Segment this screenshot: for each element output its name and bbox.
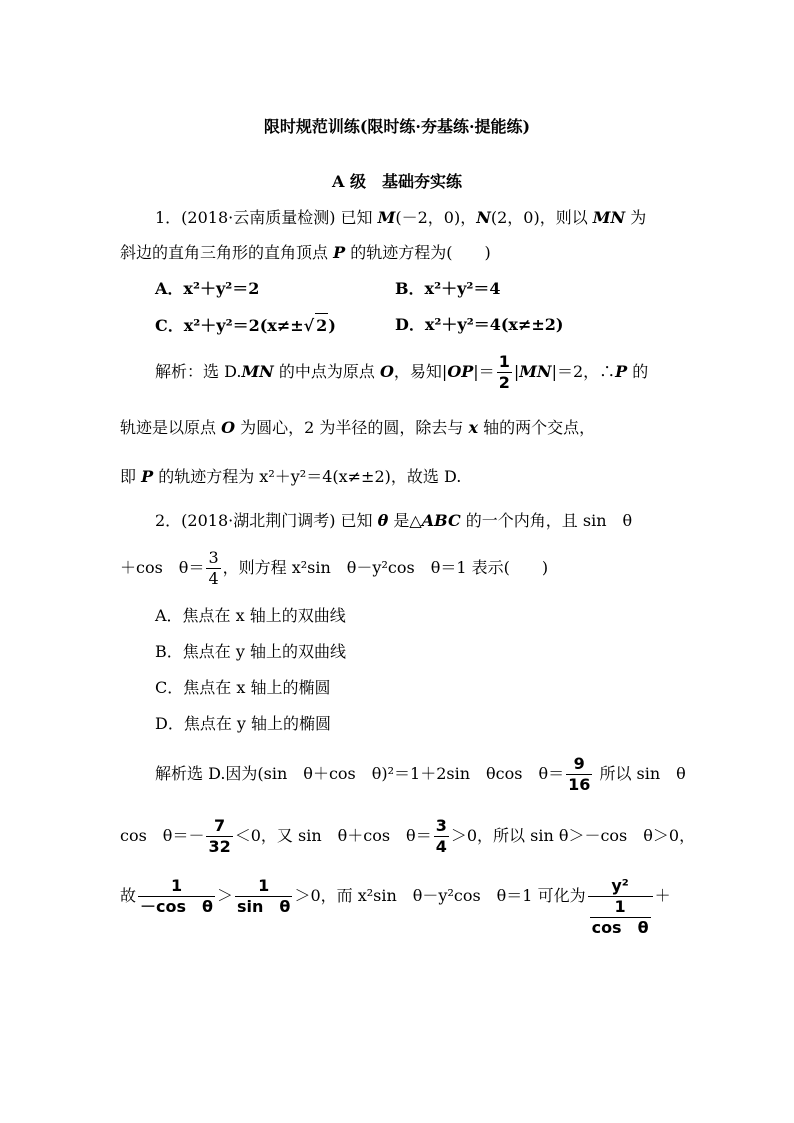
fraction: $\frac{1}{\text{cos θ}}$ [591,897,649,937]
q2-option-a: A．焦点在 x 轴上的双曲线 [155,606,346,625]
q1-option-b: B．x²＋y²＝4 [395,279,501,298]
q1-option-d: D．x²＋y²＝4(x≠±2) [395,315,564,334]
q2-option-d: D．焦点在 y 轴上的椭圆 [155,714,332,733]
page-title: 限时规范训练(限时练·夯基练·提能练) [263,117,531,136]
q2-solution-line3: 故 $\frac{1}{\text{－cos θ}}$ ＞ $\frac{1}{\text{sin θ}}$ ＞0，而 x²sin θ－y²cos θ＝1 可化为 $\frac{\text{y²}}{\frac{1}{\text{cos θ}}}$ ＋ [120,876,671,937]
fraction: $\frac{3}{4}$ [435,816,447,856]
q2-stem-line2: ＋cos θ＝ $\frac{3}{4}$ ，则方程 x²sin θ－y²cos θ＝1 表示( ) [120,548,549,588]
q1-solution-line2: 轨迹是以原点 O 为圆心，2 为半径的圆，除去与 x 轴的两个交点， [120,418,596,437]
q2-solution-line1: 解析选 D.因为(sin θ＋cos θ)²＝1＋2sin θcos θ＝ $\frac{9}{16}$ 所以 sin θ [155,754,686,794]
q1-stem-line1: 1．(2018·云南质量检测) 已知 M(－2，0)，N(2，0)，则以 MN 为 [155,208,647,227]
compound-fraction: $\frac{\text{y²}}{\frac{1}{\text{cos θ}}}$ [588,876,653,938]
q2-option-c: C．焦点在 x 轴上的椭圆 [155,678,331,697]
section-heading: A 级 基础夯实练 [332,172,462,191]
q2-solution-line2: cos θ＝－ $\frac{7}{32}$ ＜0，又 sin θ＋cos θ＝ $\frac{3}{4}$ ＞0，所以 sin θ＞－cos θ＞0， [120,816,696,856]
q1-solution-line1: 解析：选 D.MN 的中点为原点 O，易知|OP|＝ $\frac{1}{2}$ |MN|＝2，∴P 的 [155,352,649,392]
fraction: $\frac{9}{16}$ [568,754,591,794]
fraction: $\frac{1}{2}$ [498,352,510,392]
q1-option-a: A．x²＋y²＝2 [155,279,260,298]
fraction: $\frac{3}{4}$ [208,548,219,588]
q2-option-b: B．焦点在 y 轴上的双曲线 [155,642,346,661]
fraction: $\frac{7}{32}$ [208,816,231,856]
q1-option-c: C．x²＋y²＝2(x≠±√ 2) [155,313,674,338]
q1-stem-line2: 斜边的直角三角形的直角顶点 P 的轨迹方程为( ) [120,243,491,262]
fraction: $\frac{1}{\text{sin θ}}$ [237,876,291,916]
q2-stem-line1: 2．(2018·湖北荆门调考) 已知 θ 是△ABC 的一个内角，且 sin θ [155,511,633,530]
q1-solution-line3: 即 P 的轨迹方程为 x²＋y²＝4(x≠±2)，故选 D. [120,467,462,486]
fraction: $\frac{1}{\text{－cos θ}}$ [140,876,214,916]
